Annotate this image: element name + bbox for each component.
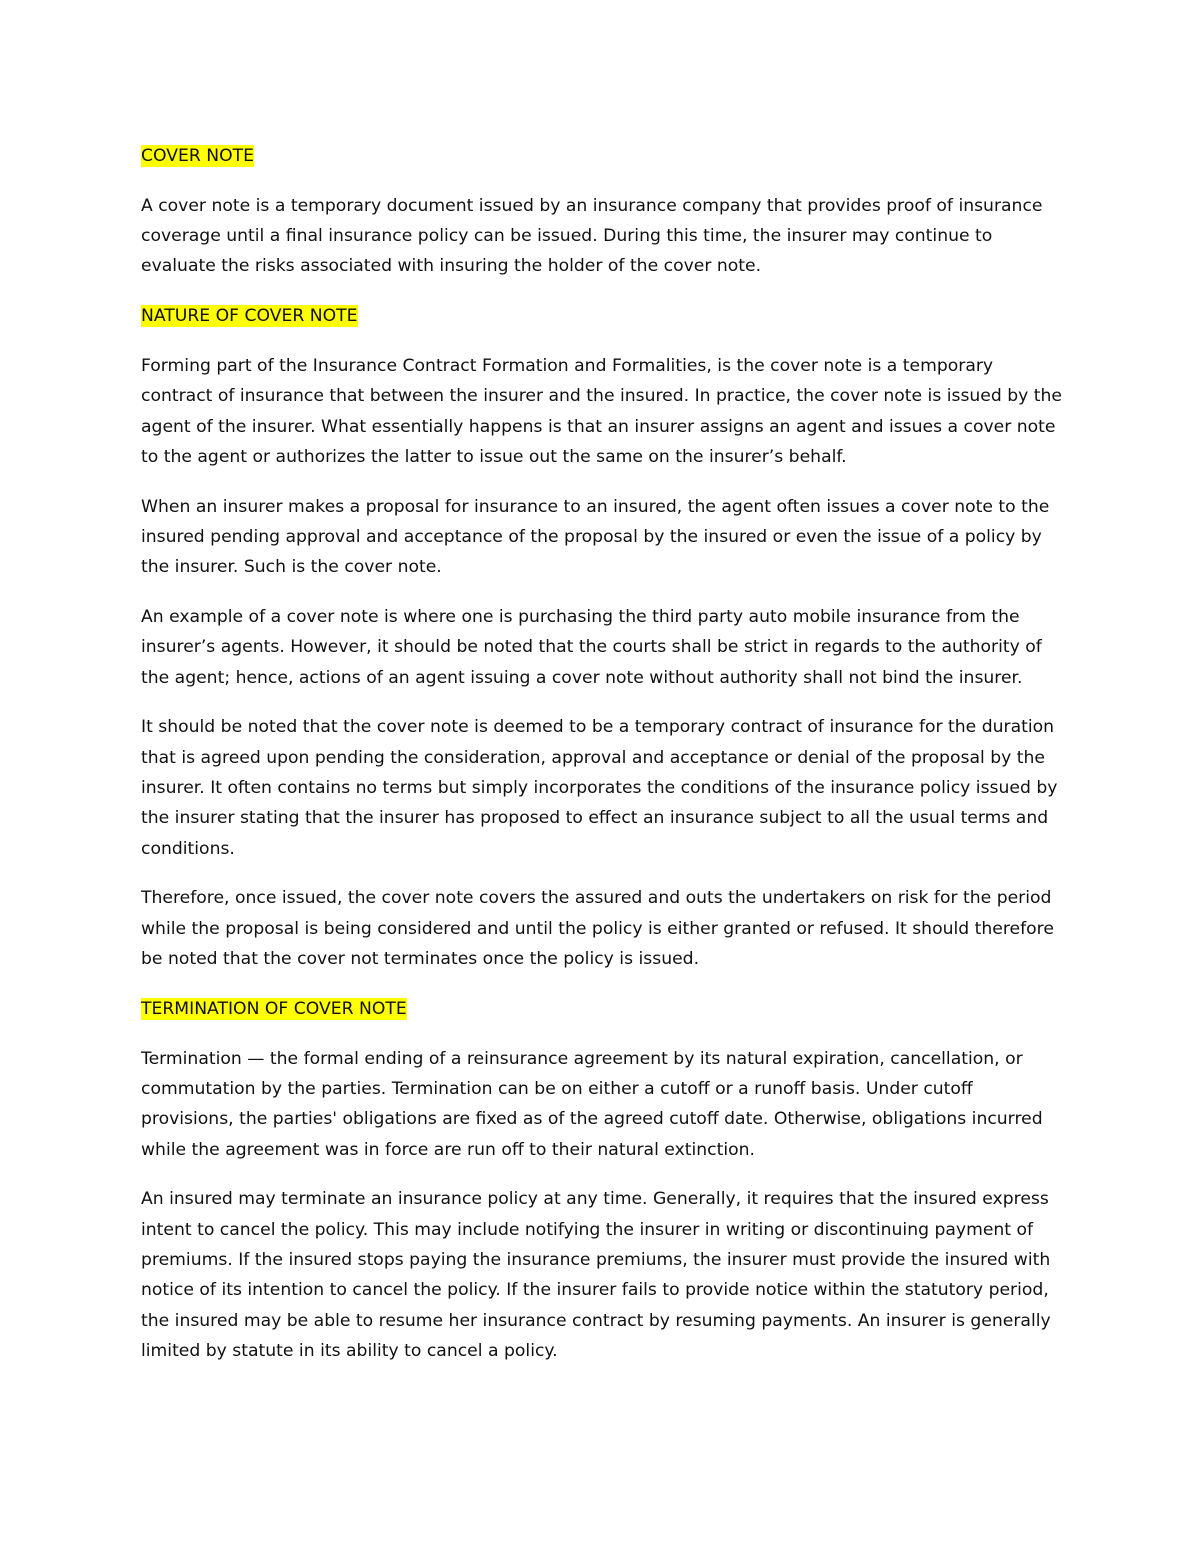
heading-highlight: COVER NOTE: [141, 146, 254, 166]
paragraph: Forming part of the Insurance Contract Formation and Formalities, is the cover note is a temporary contract of insurance that between the insurer and the insured. In practice, the cover note is issued by the agent of the insurer. What essentially happens is that an insurer assigns an agent and issues a cover note to the agent or authorizes the latter to issue out the same on the insurer’s behalf.: [141, 355, 1063, 467]
paragraph: When an insurer makes a proposal for insurance to an insured, the agent often issues a cover note to the insured pending approval and acceptance of the proposal by the insured or even the issue of a policy by the insurer. Such is the cover note.: [141, 496, 1050, 578]
paragraph: It should be noted that the cover note is deemed to be a temporary contract of insurance for the duration that is agreed upon pending the consideration, approval and acceptance or denial of the proposal by the insurer. It often contains no terms but simply incorporates the conditions of the insurance policy issued by the insurer stating that the insurer has proposed to effect an insurance subject to all the usual terms and conditions.: [141, 717, 1058, 859]
paragraph: An insured may terminate an insurance policy at any time. Generally, it requires that the insured express intent to cancel the policy. This may include notifying the insurer in writing or discontinuing payment of premiums. If the insured stops paying the insurance premiums, the insurer must provide the insured with notice of its intention to cancel the policy. If the insurer fails to provide notice within the statutory period, the insured may be able to resume her insurance contract by resuming payments. An insurer is generally limited by statute in its ability to cancel a policy.: [141, 1189, 1051, 1361]
heading-highlight: TERMINATION OF COVER NOTE: [141, 998, 407, 1019]
document-page: [141, 141, 1066, 1386]
section-heading-termination-of-cover-note: [141, 994, 1066, 1024]
section-heading-nature-of-cover-note: [141, 301, 1066, 331]
paragraph: Termination — the formal ending of a reinsurance agreement by its natural expiration, cancellation, or commutation by the parties. Termination can be on either a cutoff or a runoff basis. Under cutoff provisions, the parties' obligations are fixed as of the agreed cutoff date. Otherwise, obligations incurred while the agreement was in force are run off to their natural extinction.: [141, 1048, 1043, 1160]
heading-highlight: NATURE OF COVER NOTE: [141, 306, 358, 327]
paragraph: Therefore, once issued, the cover note covers the assured and outs the undertakers on risk for the period while the proposal is being considered and until the policy is either granted or refused. It should therefore be noted that the cover not terminates once the policy is issued.: [141, 888, 1054, 970]
paragraph: A cover note is a temporary document issued by an insurance company that provides proof of insurance coverage until a final insurance policy can be issued. During this time, the insurer may continue to evaluate the risks associated with insuring the holder of the cover note.: [141, 195, 1043, 277]
section-heading-cover-note: [141, 141, 1066, 171]
paragraph: An example of a cover note is where one is purchasing the third party auto mobile insurance from the insurer’s agents. However, it should be noted that the courts shall be strict in regards to the authority of the agent; hence, actions of an agent issuing a cover note without authority shall not bind the insurer.: [141, 607, 1042, 688]
